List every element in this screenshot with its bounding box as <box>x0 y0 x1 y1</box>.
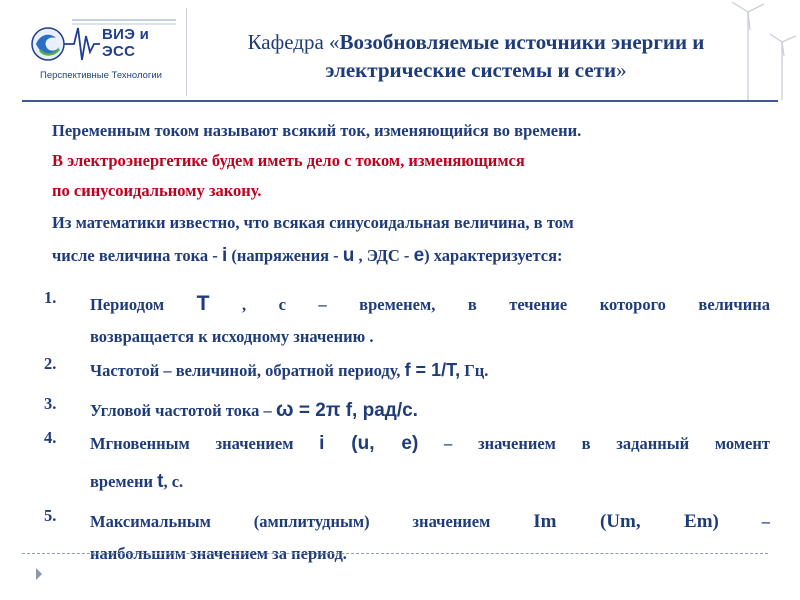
next-slide-arrow-icon[interactable] <box>36 568 42 580</box>
symbol-e: e <box>413 245 425 266</box>
footer-rule <box>22 553 768 554</box>
symbol-i: i <box>221 245 228 266</box>
logo-name: ВИЭ и ЭСС <box>102 26 150 60</box>
wind-turbines-icon <box>718 0 800 100</box>
page-title: Кафедра «Возобновляемые источники энергии и электрические системы и сети» <box>247 30 705 82</box>
symbol-t: t <box>157 471 164 492</box>
intro-line-2: В электроэнергетике будем иметь дело с током, изменяющимся <box>52 151 525 170</box>
slide: ВИЭ и ЭСС Перспективные Технологии Кафедра «Возобновляемые источники энергии и электрические системы и сети» Переменным током называют всякий ток, изменяющийся во времени. В электроэнергетике будем иметь дело с током, изменяющимся по синусоидальному закону. Из математики известно, что всякая синусоидальная величина, в том числе величина тока - i (напряжения - u , ЭДС - e) характеризуется: 1. Периодом Т , с – временем, в течение которого величина возвращается к исходному значению . 2. Частотой – величиной, обратной периоду, f = 1/T, Гц. 3. Угловой частотой тока – ω = 2π f, рад/с. 4. Мгновенным значением i (u, e) – значением в заданный момент времени t, с. 5. Максимальным (амплитудным) значением Im (Um, Em) – наибольшим значением за период. <box>0 0 800 600</box>
intro-line-5: числе величина тока - i (напряжения - u , ЭДС - e) характеризуется: <box>52 245 563 266</box>
symbol-T: Т <box>196 292 210 315</box>
logo-tagline: Перспективные Технологии <box>40 70 162 81</box>
formula-angular-frequency: = 2π f, рад/с. <box>293 400 418 421</box>
symbol-instant: i (u, e) <box>319 433 419 454</box>
header-rule <box>22 100 778 102</box>
intro-line-4: Из математики известно, что всякая синусоидальная величина, в том <box>52 213 574 232</box>
intro-line-3: по синусоидальному закону. <box>52 181 262 200</box>
symbol-amplitude: Im (Um, Em) <box>533 511 719 532</box>
symbol-omega: ω <box>275 398 294 421</box>
symbol-u: u <box>342 245 355 266</box>
intro-line-1: Переменным током называют всякий ток, изменяющийся во времени. <box>52 121 582 140</box>
formula-frequency: f = 1/T, <box>404 360 461 380</box>
department-logo <box>26 14 171 86</box>
